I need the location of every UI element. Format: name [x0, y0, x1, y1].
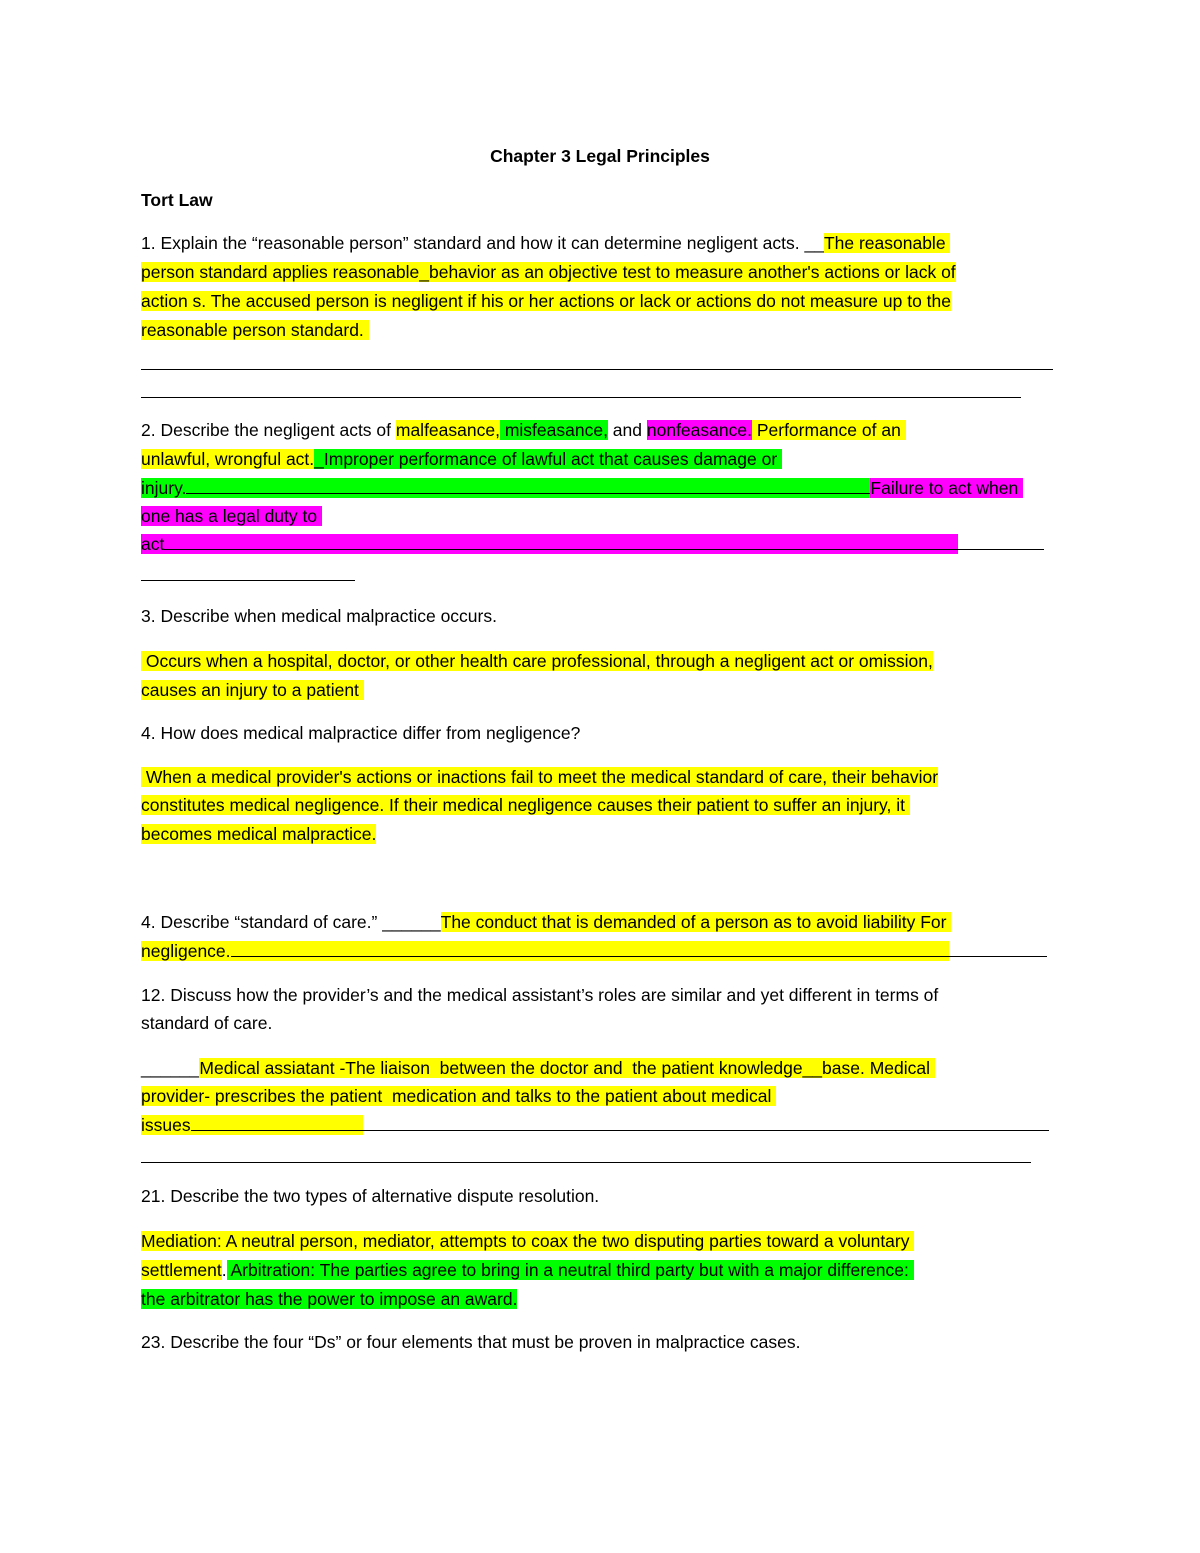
answer-3-line-2: causes an injury to a patient [141, 680, 364, 700]
question-3-prompt: 3. Describe when medical malpractice occurs. [141, 606, 497, 626]
answer-1-line-2: person standard applies reasonable_behavior as an objective test to measure another's actions or lack of [141, 262, 956, 282]
question-4b-prompt: 4. Describe “standard of care.” ______ [141, 912, 441, 932]
answer-arbitration-1: Arbitration: The parties agree to bring in a neutral third party but with a major difference: [226, 1260, 914, 1280]
answer-2-row-5 [141, 531, 1044, 557]
blank-answer-line [141, 1162, 1031, 1163]
term-malfeasance: malfeasance, [395, 420, 500, 440]
answer-4b-line-2: negligence. [141, 941, 949, 961]
answer-4a-line-3: becomes medical malpractice. [141, 824, 377, 844]
answer-2-row-2 [141, 446, 782, 472]
answer-4a-line-1-row [141, 764, 938, 790]
term-nonfeasance: nonfeasance. [646, 420, 752, 440]
question-4b [141, 909, 951, 935]
blank-answer-line [141, 369, 1053, 370]
answer-1-line-3-row [141, 288, 951, 314]
section-heading: Tort Law [141, 190, 213, 210]
answer-21-line-3-row [141, 1286, 517, 1312]
blank-answer-line [141, 580, 355, 581]
answer-1-line-4: reasonable person standard. [141, 320, 369, 340]
answer-21-line-1-row [141, 1228, 914, 1254]
question-21-prompt: 21. Describe the two types of alternative dispute resolution. [141, 1186, 600, 1206]
answer-12-line-2-row [141, 1083, 776, 1109]
answer-12-lead: ______ [141, 1058, 200, 1078]
blank-answer-line [141, 397, 1021, 398]
answer-2-row-4 [141, 503, 322, 529]
answer-1-line-3: action s. The accused person is negligent if his or her actions or lack or actions do not measure up to the [141, 291, 951, 311]
answer-12-line-1: Medical assiatant -The liaison between the doctor and the patient knowledge__base. Medical [199, 1058, 935, 1078]
question-1 [141, 230, 950, 256]
answer-malfeasance-2: unlawful, wrongful act. [141, 449, 315, 469]
answer-3-line-1: Occurs when a hospital, doctor, or other health care professional, through a negligent act or omission, [141, 651, 933, 671]
answer-21-period: . [221, 1260, 227, 1280]
answer-nonfeasance-2: one has a legal duty to [141, 506, 322, 526]
answer-1-line-4-row [141, 317, 369, 343]
answer-12-line-2: provider- prescribes the patient medication and talks to the patient about medical [141, 1086, 777, 1106]
answer-misfeasance-1: _Improper performance of lawful act that causes damage or [314, 449, 783, 469]
answer-12-line-1-row [141, 1055, 935, 1081]
blank-answer-line [949, 939, 1047, 957]
answer-12-line-3-row [141, 1112, 1049, 1138]
question-2-prompt: 2. Describe the negligent acts of [141, 420, 396, 440]
answer-2-row-3 [141, 475, 1023, 501]
term-misfeasance: misfeasance, [499, 420, 608, 440]
answer-nonfeasance-1: Failure to act when [870, 478, 1024, 498]
answer-mediation-2: settlement [141, 1260, 222, 1280]
answer-4a-line-1: When a medical provider's actions or inactions fail to meet the medical standard of care, their behavior [141, 767, 939, 787]
page-title: Chapter 3 Legal Principles [490, 146, 710, 166]
answer-3-line-1-row [141, 648, 933, 674]
question-1-prompt: 1. Explain the “reasonable person” standard and how it can determine negligent acts. __ [141, 233, 824, 253]
question-12-prompt-line-2: standard of care. [141, 1013, 273, 1033]
question-12-prompt-line-1: 12. Discuss how the provider’s and the medical assistant’s roles are similar and yet different in terms of [141, 985, 939, 1005]
answer-4a-line-2: constitutes medical negligence. If their medical negligence causes their patient to suffer an injury, it [141, 795, 910, 815]
answer-arbitration-2: the arbitrator has the power to impose an award. [141, 1289, 518, 1309]
blank-answer-line [958, 532, 1044, 550]
answer-malfeasance-1: Performance of an [751, 420, 906, 440]
answer-4b-line-1: The conduct that is demanded of a person as to avoid liability For [440, 912, 952, 932]
answer-3-line-2-row [141, 677, 364, 703]
blank-answer-line [363, 1113, 1049, 1131]
answer-1-line-2-row [141, 259, 956, 285]
answer-misfeasance-2: injury. [141, 478, 870, 498]
answer-mediation-1: Mediation: A neutral person, mediator, attempts to coax the two disputing parties toward a voluntary [141, 1231, 915, 1251]
answer-4a-line-2-row [141, 792, 910, 818]
question-2 [141, 417, 906, 443]
answer-4a-line-3-row [141, 821, 376, 847]
answer-21-line-2-row [141, 1257, 914, 1283]
answer-nonfeasance-3: act [141, 534, 958, 554]
answer-1-line-1: The reasonable [823, 233, 951, 253]
question-23-prompt: 23. Describe the four “Ds” or four elements that must be proven in malpractice cases. [141, 1332, 801, 1352]
question-4a-prompt: 4. How does medical malpractice differ from negligence? [141, 723, 581, 743]
term-and: and [607, 420, 647, 440]
answer-4b-line-2-row [141, 938, 1047, 964]
answer-12-line-3: issues [141, 1115, 363, 1135]
